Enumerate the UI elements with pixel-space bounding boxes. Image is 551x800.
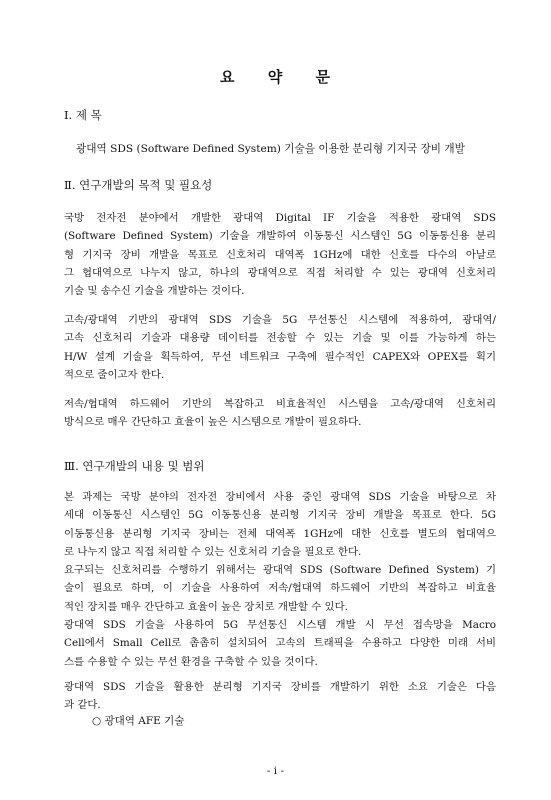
paragraph-line: 본 과제는 국방 분야의 전자전 장비에서 사용 중인 광대역 SDS 기술을 바탕으로 차 (64, 491, 496, 503)
section-3-paragraph-2 (64, 678, 496, 715)
paragraph-line: 과 같다. (64, 699, 101, 712)
paragraph-line: 로 나누지 않고 직접 처리할 수 있는 신호처리 기술을 필요로 한다. (64, 545, 362, 558)
title-char-3: 문 (315, 68, 331, 86)
bullet-item-afe: ○ 광대역 AFE 기술 (92, 715, 185, 727)
document-title (0, 66, 551, 87)
paragraph-line: 형 기지국 장비 개발을 목표로 신호처리 대역폭 1GHz에 대한 신호를 다수의 아날로 (64, 248, 496, 261)
section-3-paragraph-1 (64, 488, 496, 671)
paragraph-line: 그 협대역으로 나누지 않고, 하나의 광대역으로 직접 처리할 수 있는 광대역 신호처리 (64, 266, 496, 279)
page-number: - i - (266, 765, 285, 777)
paragraph-line: 고속/광대역 기반의 광대역 SDS 기술을 5G 무선통신 시스템에 적용하여, 광대역/ (64, 314, 496, 326)
paragraph-line: 기술 및 송수신 기술을 개발하는 것이다. (64, 285, 245, 298)
paragraph-line: 방식으로 매우 간단하고 효율이 높은 시스템으로 개발이 필요하다. (64, 416, 362, 429)
paragraph-line: 적으로 줄이고자 한다. (64, 368, 165, 381)
paragraph-line: 광대역 SDS 기술을 사용하여 5G 무선통신 시스템 개발 시 무선 접속망을 Macro (64, 619, 496, 632)
paragraph-line: 적인 장치를 매우 간단하고 효율이 높은 장치로 개발할 수 있다. (64, 600, 348, 613)
paragraph-line: 술이 필요로 하며, 이 기술을 사용하여 저속/협대역 하드웨어 기반의 복잡하고 비효율 (64, 582, 496, 595)
section-3-heading: Ⅲ. 연구개발의 내용 및 범위 (64, 459, 205, 473)
paragraph-line: 요구되는 신호처리를 수행하기 위해서는 광대역 SDS (Software Defined System) 기 (64, 564, 496, 577)
paragraph-line: 세대 이동통신 시스템인 5G 이동통신용 분리형 기지국 장비 개발을 목표로 한다. 5G (64, 509, 496, 522)
paragraph-line: 고속 신호처리 기술과 대용량 데이터를 전송할 수 있는 기술 및 이를 가능하게 하는 (64, 332, 496, 345)
section-2-paragraph-3 (64, 395, 496, 432)
paragraph-line: 국방 전자전 분야에서 개발한 광대역 Digital IF 기술을 적용한 광대역 SDS (64, 212, 496, 224)
section-1-heading: Ⅰ. 제 목 (64, 108, 102, 122)
paragraph-line: 이동통신용 분리형 기지국 장비는 전체 대역폭 1GHz에 대한 신호를 별도의 협대역으 (64, 527, 496, 540)
title-char-1: 요 (220, 68, 236, 86)
project-subject: 광대역 SDS (Software Defined System) 기술을 이용한 분리형 기지국 장비 개발 (76, 143, 465, 155)
section-2-paragraph-1 (64, 209, 496, 300)
paragraph-line: 스를 수용할 수 있는 무선 환경을 구축할 수 있을 것이다. (64, 655, 318, 668)
paragraph-line: (Software Defined System) 기술을 개발하여 이동통신 시스템인 5G 이동통신용 분리 (64, 230, 496, 243)
paragraph-line: Cell에서 Small Cell로 촘촘히 설치되어 고속의 트래픽을 수용하고 다양한 미래 서비 (64, 637, 496, 650)
section-2-paragraph-2 (64, 311, 496, 384)
paragraph-line: H/W 설계 기술을 획득하여, 무선 네트워크 구축에 필수적인 CAPEX와 OPEX를 획기 (64, 350, 496, 363)
section-2-heading: Ⅱ. 연구개발의 목적 및 필요성 (64, 178, 213, 192)
paragraph-line: 광대역 SDS 기술을 활용한 분리형 기지국 장비를 개발하기 위한 소요 기술은 다음 (64, 681, 496, 693)
paragraph-line: 저속/협대역 하드웨어 기반의 복잡하고 비효율적인 시스템을 고속/광대역 신호처리 (64, 398, 496, 410)
title-char-2: 약 (267, 68, 284, 86)
